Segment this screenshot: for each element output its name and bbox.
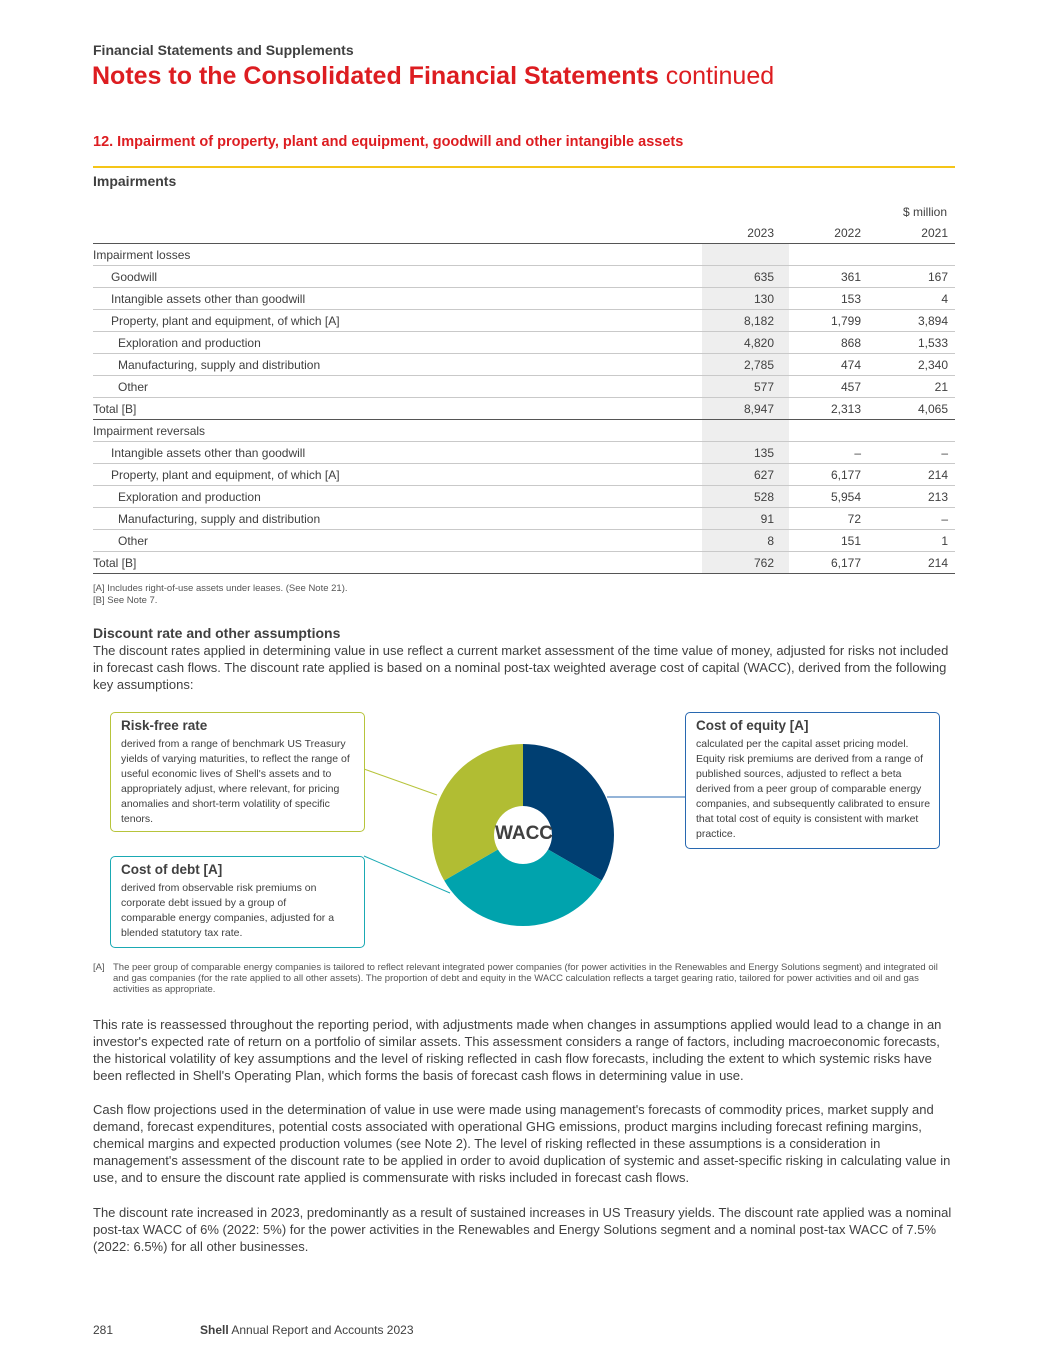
row-label: Goodwill — [93, 266, 694, 288]
note-heading: 12. Impairment of property, plant and equipment, goodwill and other intangible assets — [93, 134, 684, 150]
table-row — [93, 310, 955, 332]
cell-value: 72 — [781, 508, 868, 530]
cell-value: 2,340 — [868, 354, 955, 376]
cell-value: 1 — [868, 530, 955, 552]
cell-value: 1,799 — [781, 310, 868, 332]
cell-value: 2,785 — [694, 354, 781, 376]
wacc-label: WACC — [494, 823, 554, 844]
cell-value: 762 — [694, 552, 781, 574]
table-row — [93, 266, 955, 288]
row-label: Other — [93, 376, 694, 398]
risk-free-connector — [364, 769, 437, 795]
cost-of-equity-box — [685, 712, 940, 849]
report-name: Annual Report and Accounts 2023 — [231, 1323, 414, 1337]
row-label: Impairment losses — [93, 244, 694, 266]
table-header-row — [93, 222, 955, 244]
row-label: Property, plant and equipment, of which [A] — [93, 464, 694, 486]
paragraph: The discount rate increased in 2023, predominantly as a result of sustained increases in US Treasury yields. The discount rate applied was a nominal post-tax WACC of 6% (2022: 5%) for the power activities in the Renewables and Energy Solutions segment and a nominal post-tax WACC of 7.5% (2022: 6.5%) for all other businesses. — [93, 1205, 952, 1254]
cell-value: 3,894 — [868, 310, 955, 332]
row-label: Total [B] — [93, 398, 694, 420]
cell-value: 6,177 — [781, 464, 868, 486]
table-row — [93, 508, 955, 530]
row-label: Exploration and production — [93, 332, 694, 354]
discount-heading: Discount rate and other assumptions — [93, 625, 341, 641]
cell-value: 214 — [868, 552, 955, 574]
cell-value: – — [868, 508, 955, 530]
cell-value: 361 — [781, 266, 868, 288]
cell-value: 213 — [868, 486, 955, 508]
cell-value: 4,820 — [694, 332, 781, 354]
cell-value: 5,954 — [781, 486, 868, 508]
cell-value: 474 — [781, 354, 868, 376]
table-row — [93, 442, 955, 464]
table-row — [93, 420, 955, 442]
paragraph: Cash flow projections used in the determination of value in use were made using management's forecasts of commodity prices, market supply and demand, forecast expenditures, potential costs associated with operational GHG emissions, product margins including forecast refining margins, chemical margins and expected production volumes (see Note 2). The level of risking reflected in these assumptions is a consideration in management's assessment of the discount rate to be applied in order to avoid duplication of systemic and asset-specific risking in calculating value in use, and to ensure the discount rate applied is commensurate with risks included in forecast cash flows. — [93, 1102, 951, 1185]
cell-value: 130 — [694, 288, 781, 310]
page-title — [92, 62, 774, 91]
cell-value: 4,065 — [868, 398, 955, 420]
footnote-text: The peer group of comparable energy companies is tailored to reflect relevant integrated power companies (for power activities in the Renewables and Energy Solutions segment) and integrated oil and gas companies (for the rate applied to all other assets). The proportion of debt and equity in the WACC calculation reflects a target gearing ratio, tailored for power activities and oil and gas activities as appropriate. — [113, 962, 938, 995]
row-label: Manufacturing, supply and distribution — [93, 508, 694, 530]
table-footnote: [A] Includes right-of-use assets under leases. (See Note 21). — [93, 583, 348, 594]
page-number: 281 — [93, 1323, 114, 1337]
row-label: Intangible assets other than goodwill — [93, 442, 694, 464]
table-row — [93, 244, 955, 266]
cell-value: 635 — [694, 266, 781, 288]
risk-free-body: derived from a range of benchmark US Treasury yields of varying maturities, to reflect the range of useful economic lives of Shell's assets and to appropriately adjust, where relevant, for pricing anomalies and short-term volatility of specific tenors. — [121, 738, 350, 825]
cell-value: 528 — [694, 486, 781, 508]
cell-value: 8,947 — [694, 398, 781, 420]
cost-of-equity-title: Cost of equity [A] — [696, 718, 809, 733]
footnote-mark: [A] — [93, 962, 105, 973]
row-label: Intangible assets other than goodwill — [93, 288, 694, 310]
table-row — [93, 354, 955, 376]
cell-value: 8 — [694, 530, 781, 552]
cell-value: 627 — [694, 464, 781, 486]
row-label: Other — [93, 530, 694, 552]
discount-intro: The discount rates applied in determining value in use reflect a current market assessment of the time value of money, adjusted for risks not included in forecast cash flows. The discount rate applied is based on a nominal post-tax weighted average cost of capital (WACC), derived from the following key assumptions: — [93, 643, 949, 692]
risk-free-title: Risk-free rate — [121, 718, 208, 733]
cell-value: 91 — [694, 508, 781, 530]
cell-value: 167 — [868, 266, 955, 288]
cell-value: 6,177 — [781, 552, 868, 574]
year-header: 2022 — [781, 222, 868, 244]
section-label: Financial Statements and Supplements — [93, 42, 354, 58]
row-label: Exploration and production — [93, 486, 694, 508]
table-title: Impairments — [93, 173, 177, 189]
cell-value: – — [868, 442, 955, 464]
diagram-footnote — [93, 962, 955, 995]
cost-of-debt-box — [110, 856, 365, 948]
cell-value: 153 — [781, 288, 868, 310]
cell-value: 577 — [694, 376, 781, 398]
row-label: Total [B] — [93, 552, 694, 574]
table-footnote: [B] See Note 7. — [93, 595, 158, 606]
table-row — [93, 530, 955, 552]
page-title-suffix: continued — [665, 62, 775, 90]
cell-value: 8,182 — [694, 310, 781, 332]
year-header: 2023 — [694, 222, 781, 244]
cost-of-debt-title: Cost of debt [A] — [121, 862, 223, 877]
footer-brand — [200, 1323, 414, 1337]
cell-value: 868 — [781, 332, 868, 354]
cell-value: – — [781, 442, 868, 464]
heading-rule — [93, 166, 955, 168]
table-row — [93, 464, 955, 486]
cell-value: 135 — [694, 442, 781, 464]
paragraph: This rate is reassessed throughout the reporting period, with adjustments made when changes in assumptions applied would lead to a change in an investor's expected rate of return on a portfolio of similar assets. This assessment considers a range of factors, including macroeconomic forecasts, the historical volatility of key assumptions and the level of risking reflected in cash flow forecasts, including the extent to which systemic risks have been reflected in Shell's Operating Plan, which forms the basis of forecast cash flows in determining value in use. — [93, 1017, 942, 1083]
table-unit: $ million — [902, 205, 947, 219]
cost-of-equity-body: calculated per the capital asset pricing model. Equity risk premiums are derived from a range of published sources, adjusted to reflect a beta derived from a peer group of comparable energy companies, and subsequently calibrated to ensure that total cost of equity is consistent with market practice. — [696, 738, 931, 840]
cell-value: 1,533 — [868, 332, 955, 354]
cell-value: 21 — [868, 376, 955, 398]
row-label: Property, plant and equipment, of which [A] — [93, 310, 694, 332]
page-title-main: Notes to the Consolidated Financial Statements — [92, 62, 659, 90]
row-label: Impairment reversals — [93, 420, 694, 442]
cell-value: 214 — [868, 464, 955, 486]
row-label: Manufacturing, supply and distribution — [93, 354, 694, 376]
year-header: 2021 — [868, 222, 955, 244]
cost-of-debt-body: derived from observable risk premiums on corporate debt issued by a group of comparable energy companies, adjusted for a blended statutory tax rate. — [121, 882, 335, 939]
cell-value: 4 — [868, 288, 955, 310]
risk-free-box — [110, 712, 365, 832]
total-row — [93, 552, 955, 574]
table-row — [93, 288, 955, 310]
brand-name: Shell — [200, 1323, 229, 1337]
table-row — [93, 486, 955, 508]
table-row — [93, 332, 955, 354]
table-row — [93, 376, 955, 398]
cell-value: 457 — [781, 376, 868, 398]
cell-value: 151 — [781, 530, 868, 552]
cell-value: 2,313 — [781, 398, 868, 420]
total-row — [93, 398, 955, 420]
impairments-table — [93, 222, 955, 574]
